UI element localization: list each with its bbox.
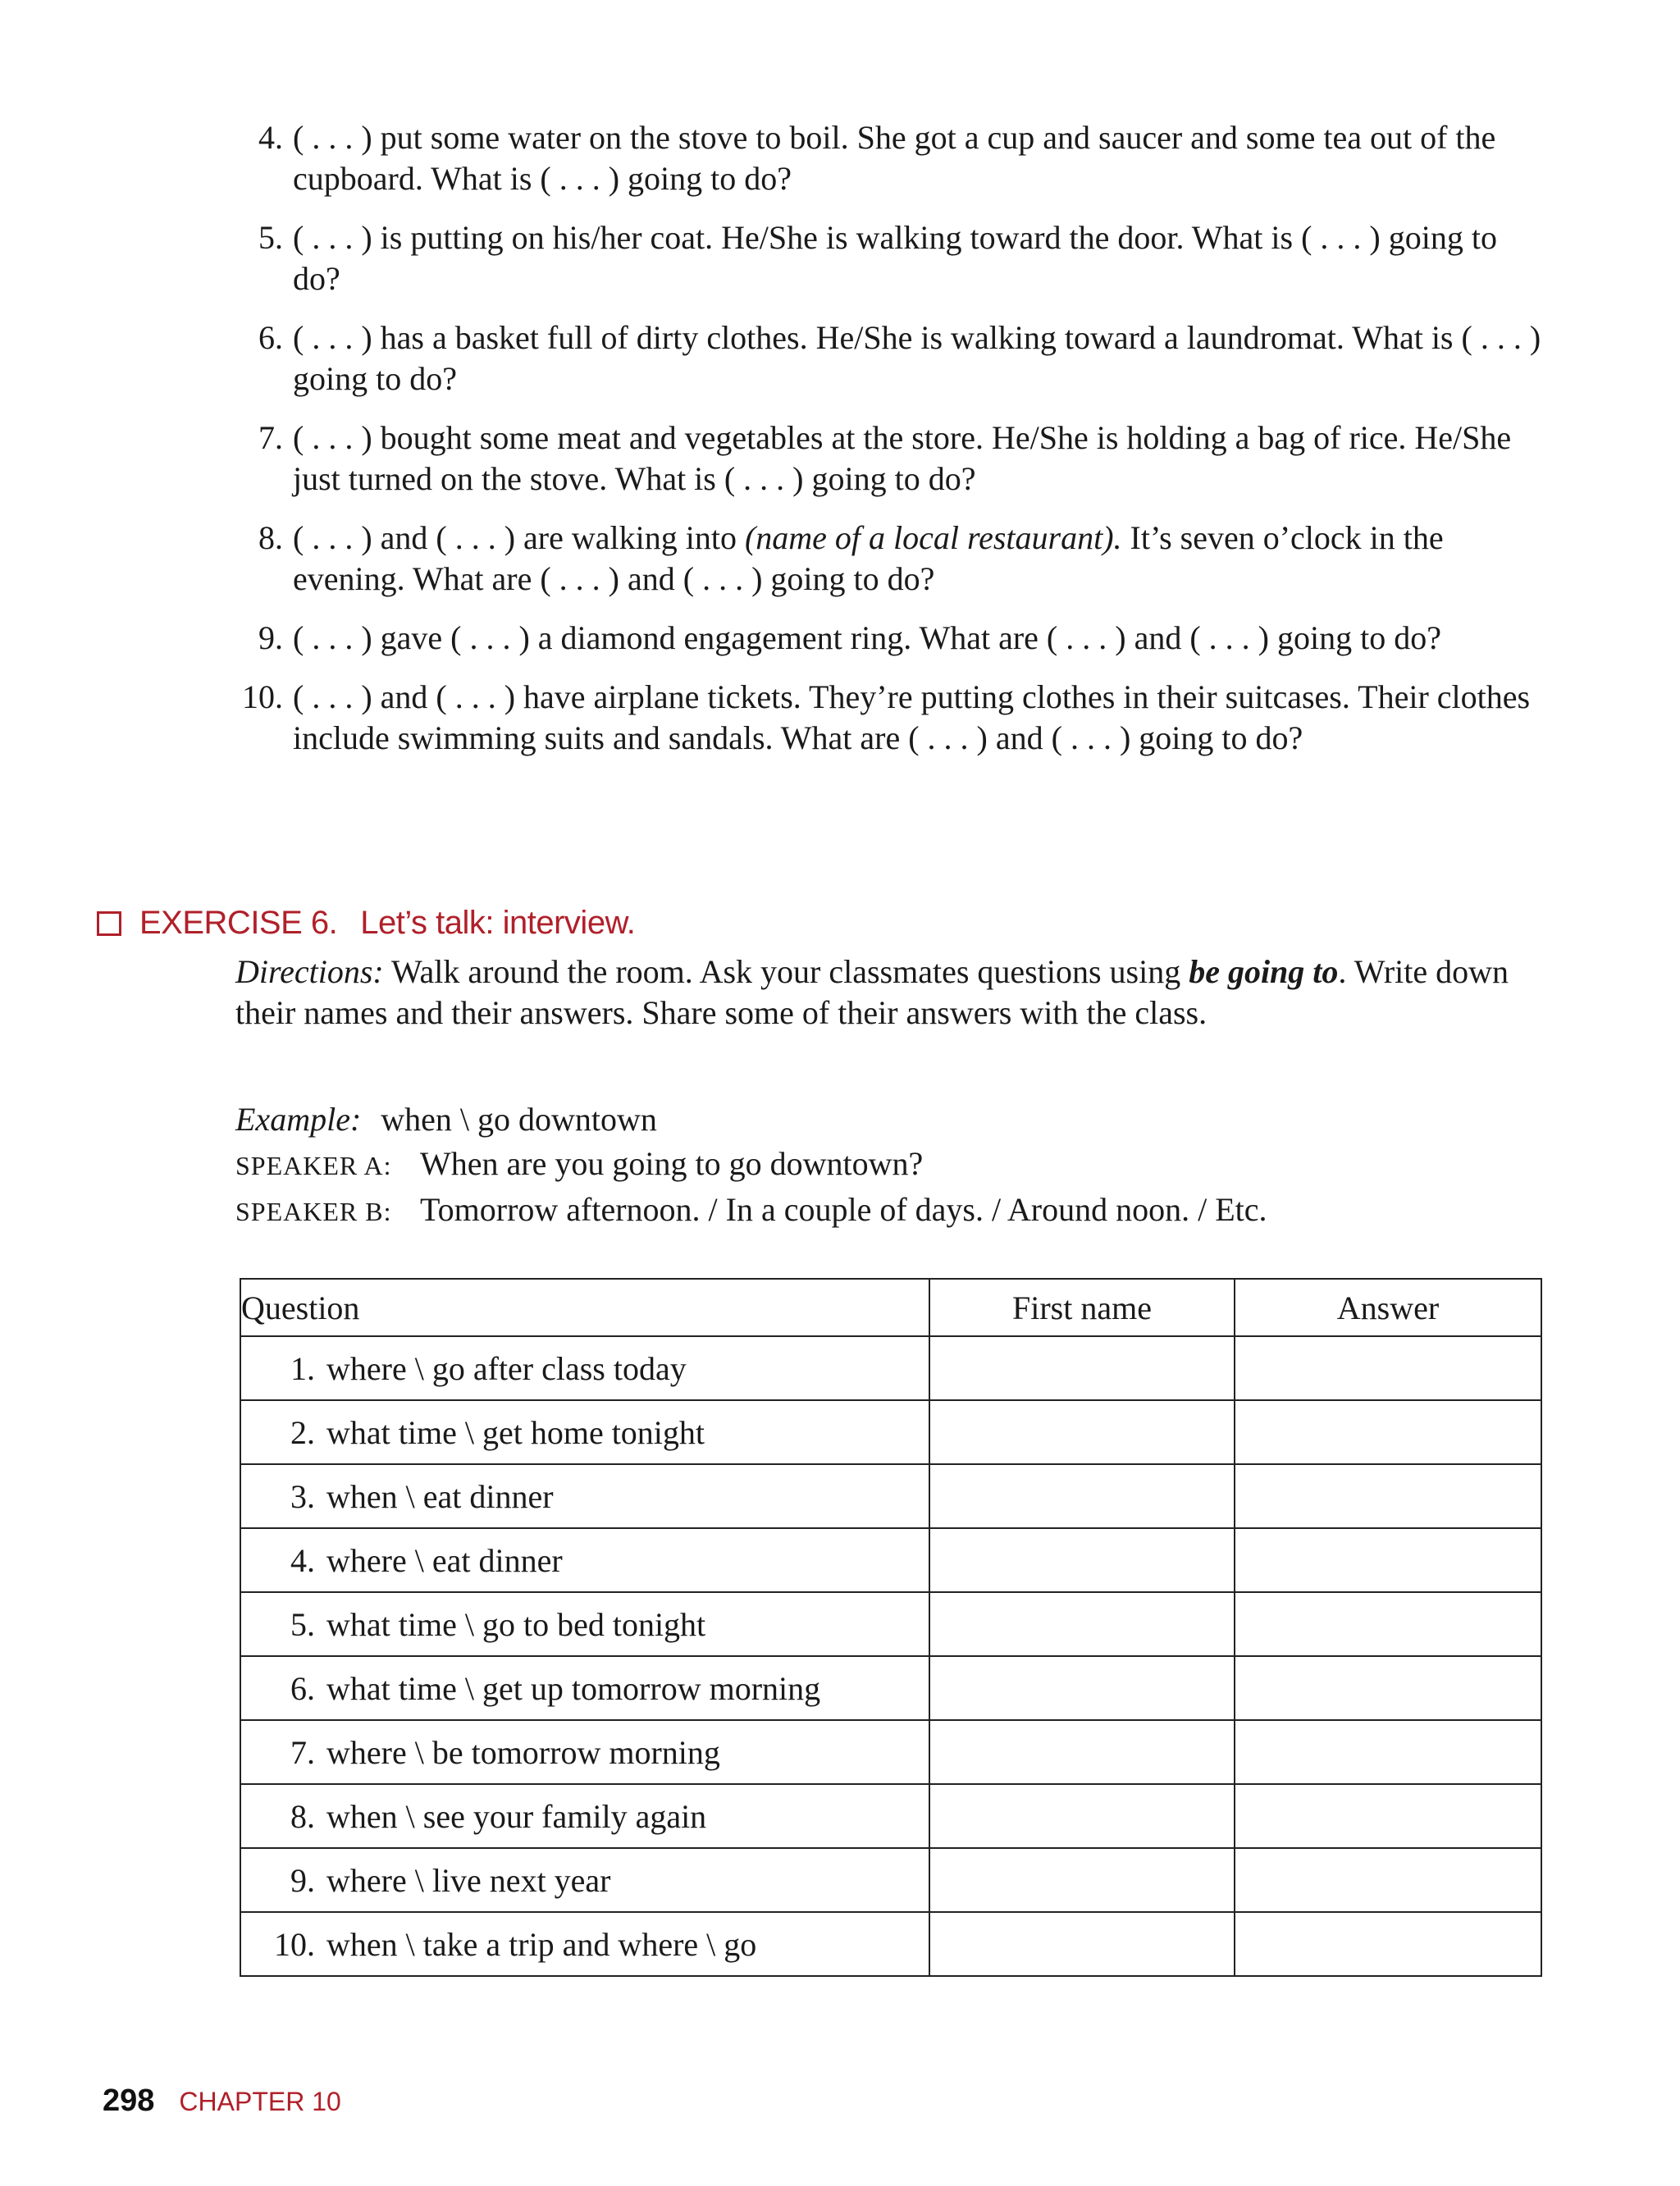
page-number: 298 <box>103 2083 155 2118</box>
table-row <box>240 1464 1541 1528</box>
table-row <box>240 1848 1541 1912</box>
answer-cell[interactable] <box>1235 1336 1541 1400</box>
item-text-part: It’s seven o’clock in the evening. What are ( . . . ) and ( . . . ) going to do? <box>293 519 1444 597</box>
page-footer <box>103 2083 341 2119</box>
question-cell <box>240 1656 929 1720</box>
first-name-cell[interactable] <box>929 1464 1235 1528</box>
item-text: ( . . . ) bought some meat and vegetables at the store. He/She is holding a bag of rice. He/She just turned on the stove. What is ( . . . ) going to do? <box>293 419 1512 497</box>
list-item <box>217 618 1546 659</box>
item-number: 5. <box>258 219 283 256</box>
first-name-cell[interactable] <box>929 1400 1235 1464</box>
first-name-cell[interactable] <box>929 1848 1235 1912</box>
first-name-cell[interactable] <box>929 1912 1235 1976</box>
item-text: ( . . . ) gave ( . . . ) a diamond engagement ring. What are ( . . . ) and ( . . . ) going to do? <box>293 619 1441 656</box>
question-text: when \ eat dinner <box>326 1477 554 1515</box>
directions-bold: be going to <box>1189 953 1339 990</box>
answer-cell[interactable] <box>1235 1720 1541 1784</box>
question-text: what time \ get up tomorrow morning <box>326 1669 821 1707</box>
question-number: 6. <box>290 1669 315 1707</box>
directions-label: Directions: <box>235 953 384 990</box>
directions-text: Walk around the room. Ask your classmates questions using <box>383 953 1189 990</box>
first-name-cell[interactable] <box>929 1528 1235 1592</box>
answer-cell[interactable] <box>1235 1656 1541 1720</box>
table-row <box>240 1656 1541 1720</box>
list-item <box>217 518 1546 600</box>
interview-table <box>240 1278 1542 1977</box>
question-cell <box>240 1784 929 1848</box>
list-item <box>217 217 1546 299</box>
item-number: 7. <box>258 419 283 456</box>
table-row <box>240 1528 1541 1592</box>
table-row <box>240 1400 1541 1464</box>
speaker-a-line <box>235 1142 1267 1188</box>
header-question: Question <box>240 1279 929 1336</box>
item-number: 4. <box>258 119 283 156</box>
question-number: 3. <box>290 1477 315 1515</box>
answer-cell[interactable] <box>1235 1400 1541 1464</box>
question-number: 8. <box>290 1797 315 1835</box>
question-number: 10. <box>274 1925 315 1963</box>
item-text: ( . . . ) and ( . . . ) have airplane tickets. They’re putting clothes in their suitcases. Their clothes include swimming suits and sandals. What are ( . . . ) and ( . . . ) going to do? <box>293 678 1531 756</box>
table-row <box>240 1912 1541 1976</box>
header-first-name: First name <box>929 1279 1235 1336</box>
example-block <box>235 1098 1267 1234</box>
example-prompt: when \ go downtown <box>381 1101 657 1138</box>
speaker-a-label: SPEAKER A: <box>235 1151 392 1180</box>
question-number: 5. <box>290 1605 315 1643</box>
question-text: where \ eat dinner <box>326 1541 563 1579</box>
answer-cell[interactable] <box>1235 1912 1541 1976</box>
item-text: ( . . . ) put some water on the stove to boil. She got a cup and saucer and some tea out of the cupboard. What is ( . . . ) going to do? <box>293 119 1496 197</box>
table-row <box>240 1720 1541 1784</box>
table-row <box>240 1592 1541 1656</box>
question-text: what time \ go to bed tonight <box>326 1605 706 1643</box>
item-number: 6. <box>258 319 283 356</box>
list-item <box>217 418 1546 500</box>
question-cell <box>240 1336 929 1400</box>
exercise-label: EXERCISE 6. <box>139 905 338 941</box>
checkbox-square-icon <box>97 911 121 936</box>
item-text: ( . . . ) is putting on his/her coat. He/She is walking toward the door. What is ( . . . ) going to do? <box>293 219 1497 297</box>
exercise-5-items <box>217 117 1546 777</box>
speaker-b-label: SPEAKER B: <box>235 1197 392 1226</box>
directions-text: . Write down their names and their answers. Share some of their answers with the class. <box>235 953 1509 1031</box>
item-number: 10. <box>242 678 283 715</box>
question-cell <box>240 1528 929 1592</box>
question-number: 4. <box>290 1541 315 1579</box>
header-answer: Answer <box>1235 1279 1541 1336</box>
table-header-row <box>240 1279 1541 1336</box>
question-number: 9. <box>290 1861 315 1899</box>
question-cell <box>240 1912 929 1976</box>
directions <box>235 952 1548 1034</box>
example-label: Example: <box>235 1101 362 1138</box>
question-text: where \ live next year <box>326 1861 611 1899</box>
speaker-a-text: When are you going to go downtown? <box>420 1145 924 1182</box>
question-cell <box>240 1400 929 1464</box>
question-cell <box>240 1720 929 1784</box>
question-cell <box>240 1592 929 1656</box>
first-name-cell[interactable] <box>929 1720 1235 1784</box>
table-row <box>240 1784 1541 1848</box>
first-name-cell[interactable] <box>929 1592 1235 1656</box>
item-number: 9. <box>258 619 283 656</box>
answer-cell[interactable] <box>1235 1464 1541 1528</box>
question-text: where \ go after class today <box>326 1349 687 1387</box>
exercise-heading <box>97 905 635 942</box>
item-text <box>293 518 1546 600</box>
first-name-cell[interactable] <box>929 1784 1235 1848</box>
question-number: 7. <box>290 1733 315 1771</box>
speaker-b-text: Tomorrow afternoon. / In a couple of days. / Around noon. / Etc. <box>420 1191 1267 1228</box>
answer-cell[interactable] <box>1235 1592 1541 1656</box>
list-item <box>217 677 1546 759</box>
answer-cell[interactable] <box>1235 1848 1541 1912</box>
answer-cell[interactable] <box>1235 1784 1541 1848</box>
question-text: when \ take a trip and where \ go <box>326 1925 757 1963</box>
question-text: when \ see your family again <box>326 1797 707 1835</box>
question-text: what time \ get home tonight <box>326 1413 705 1451</box>
chapter-label: CHAPTER 10 <box>179 2087 341 2116</box>
question-number: 2. <box>290 1413 315 1451</box>
question-text: where \ be tomorrow morning <box>326 1733 720 1771</box>
list-item <box>217 117 1546 199</box>
exercise-title: Let’s talk: interview. <box>360 905 636 941</box>
answer-cell[interactable] <box>1235 1528 1541 1592</box>
item-text-italic: (name of a local restaurant). <box>744 519 1122 556</box>
item-text: ( . . . ) has a basket full of dirty clothes. He/She is walking toward a laundromat. What is ( . . . ) going to do? <box>293 319 1541 397</box>
list-item <box>217 317 1546 399</box>
first-name-cell[interactable] <box>929 1336 1235 1400</box>
question-number: 1. <box>290 1349 315 1387</box>
item-text-part: ( . . . ) and ( . . . ) are walking into <box>293 519 745 556</box>
first-name-cell[interactable] <box>929 1656 1235 1720</box>
speaker-b-line <box>235 1188 1267 1234</box>
question-cell <box>240 1848 929 1912</box>
question-cell <box>240 1464 929 1528</box>
item-number: 8. <box>258 519 283 556</box>
example-line <box>235 1098 1267 1142</box>
table-row <box>240 1336 1541 1400</box>
